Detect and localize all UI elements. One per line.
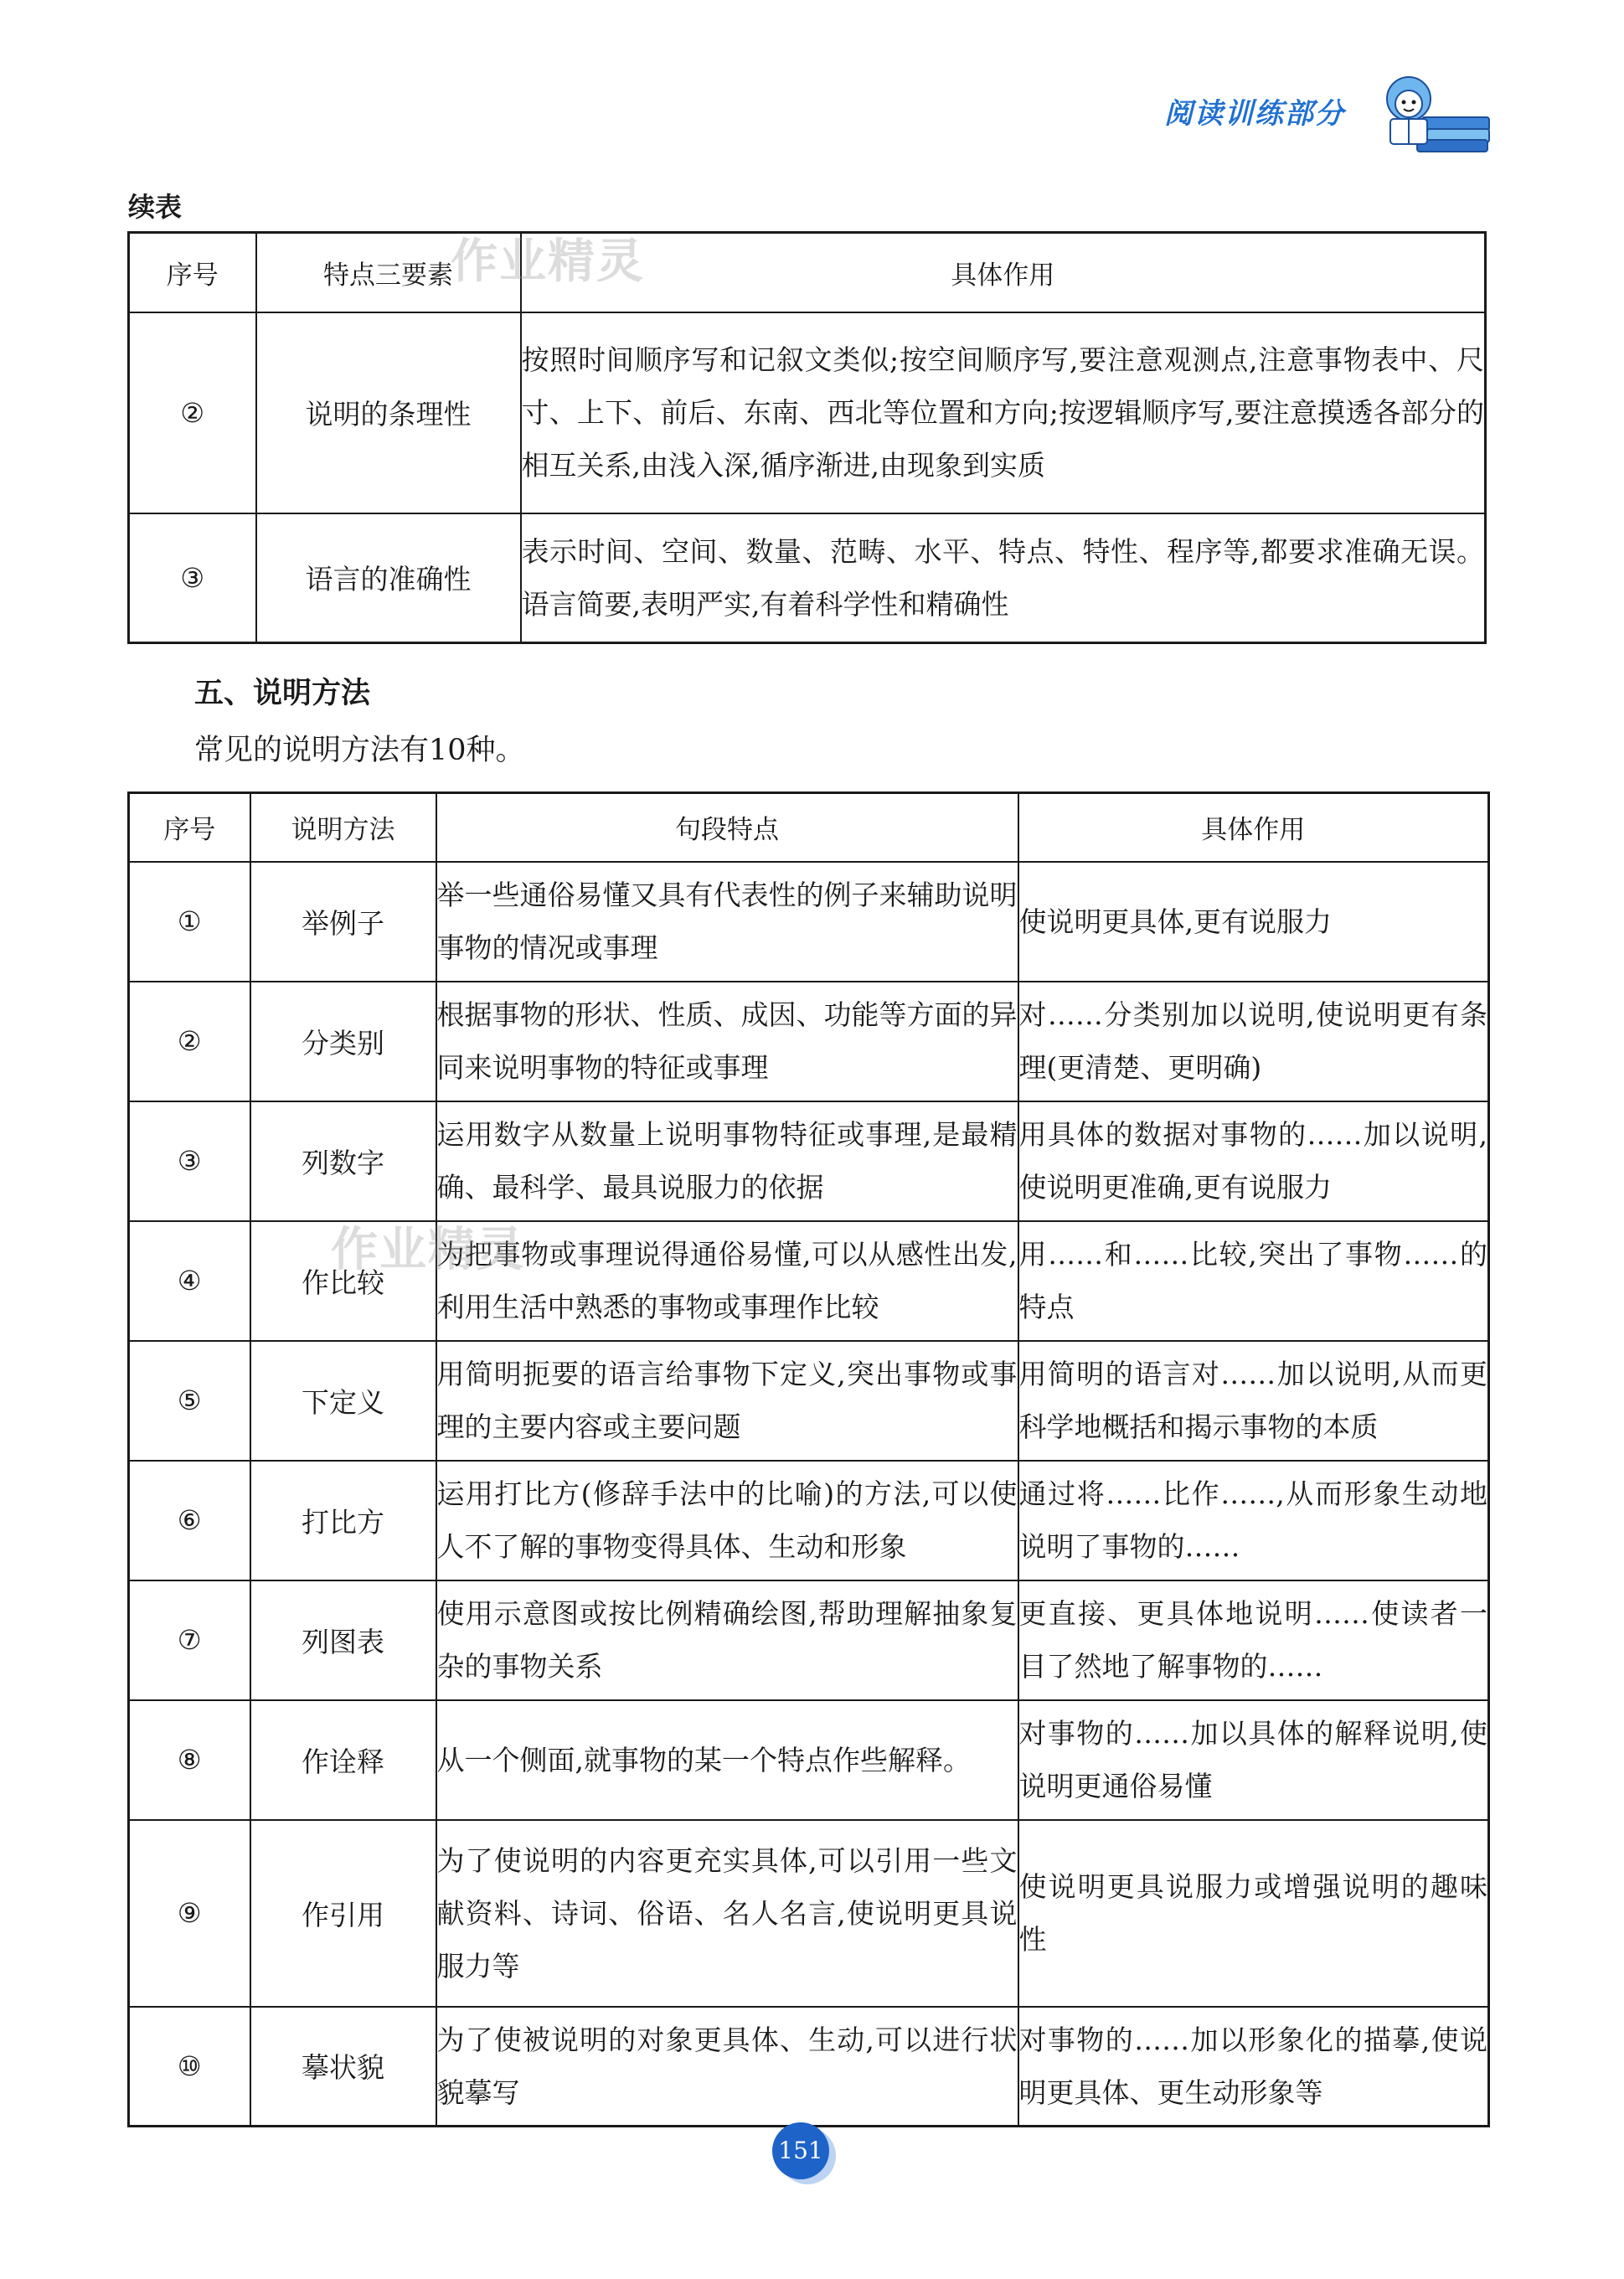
method-name: 作比较	[250, 1221, 436, 1341]
method-name: 列图表	[250, 1580, 436, 1700]
method-name: 作引用	[250, 1820, 436, 2007]
features-table	[127, 231, 1487, 644]
method-name: 下定义	[250, 1341, 436, 1461]
continuation-label: 续表	[128, 191, 183, 223]
section-heading: 五、说明方法	[194, 677, 371, 710]
methods-table	[127, 791, 1490, 2127]
section-intro: 常见的说明方法有10种。	[194, 734, 525, 767]
watermark: 作业精灵	[331, 1223, 525, 1277]
row-number: ②	[129, 312, 256, 513]
method-effect: 通过将……比作……,从而形象生动地说明了事物的……	[1018, 1461, 1489, 1580]
section-label: 阅读训练部分	[1164, 97, 1345, 131]
row-number: ⑨	[129, 1820, 250, 2007]
header-cell: 序号	[129, 793, 250, 862]
method-name: 举例子	[250, 862, 436, 982]
method-effect: 用具体的数据对事物的……加以说明,使说明更准确,更有说服力	[1018, 1101, 1489, 1221]
table-row	[129, 513, 1486, 643]
row-number: ③	[129, 1101, 250, 1221]
table-row	[129, 1580, 1489, 1700]
page-number: 151	[772, 2122, 829, 2179]
feature-element: 说明的条理性	[256, 312, 521, 513]
method-feature: 为把事物或事理说得通俗易懂,可以从感性出发,利用生活中熟悉的事物或事理作比较	[436, 1221, 1018, 1341]
method-effect: 用简明的语言对……加以说明,从而更科学地概括和揭示事物的本质	[1018, 1341, 1489, 1461]
header-cell: 具体作用	[521, 233, 1486, 312]
method-effect: 更直接、更具体地说明……使读者一目了然地了解事物的……	[1018, 1580, 1489, 1700]
feature-effect: 表示时间、空间、数量、范畴、水平、特点、特性、程序等,都要求准确无误。语言简要,表明严实,有着科学性和精确性	[521, 513, 1486, 643]
table-header-row	[129, 793, 1489, 862]
row-number: ③	[129, 513, 256, 643]
table-row	[129, 1820, 1489, 2007]
method-effect: 用……和……比较,突出了事物……的特点	[1018, 1221, 1489, 1341]
method-name: 作诠释	[250, 1700, 436, 1820]
feature-effect: 按照时间顺序写和记叙文类似;按空间顺序写,要注意观测点,注意事物表中、尺寸、上下、前后、东南、西北等位置和方向;按逻辑顺序写,要注意摸透各部分的相互关系,由浅入深,循序渐进,由现象到实质	[521, 312, 1486, 513]
method-name: 打比方	[250, 1461, 436, 1580]
method-name: 分类别	[250, 982, 436, 1101]
method-feature: 从一个侧面,就事物的某一个特点作些解释。	[436, 1700, 1018, 1820]
method-feature: 运用打比方(修辞手法中的比喻)的方法,可以使人不了解的事物变得具体、生动和形象	[436, 1461, 1018, 1580]
method-feature: 举一些通俗易懂又具有代表性的例子来辅助说明事物的情况或事理	[436, 862, 1018, 982]
table-header-row	[129, 233, 1486, 312]
row-number: ④	[129, 1221, 250, 1341]
header-cell: 具体作用	[1018, 793, 1489, 862]
watermark: 作业精灵	[451, 235, 645, 289]
row-number: ⑩	[129, 2007, 250, 2127]
row-number: ①	[129, 862, 250, 982]
method-effect: 对事物的……加以具体的解释说明,使说明更通俗易懂	[1018, 1700, 1489, 1820]
table-row	[129, 1461, 1489, 1580]
method-name: 摹状貌	[250, 2007, 436, 2127]
feature-element: 语言的准确性	[256, 513, 521, 643]
row-number: ②	[129, 982, 250, 1101]
method-effect: 使说明更具说服力或增强说明的趣味性	[1018, 1820, 1489, 2007]
row-number: ⑦	[129, 1580, 250, 1700]
header-cell: 特点三要素	[256, 233, 521, 312]
header-cell: 句段特点	[436, 793, 1018, 862]
method-effect: 对……分类别加以说明,使说明更有条理(更清楚、更明确)	[1018, 982, 1489, 1101]
table-row	[129, 982, 1489, 1101]
table-row	[129, 1700, 1489, 1820]
table-row	[129, 312, 1486, 513]
method-feature: 根据事物的形状、性质、成因、功能等方面的异同来说明事物的特征或事理	[436, 982, 1018, 1101]
method-effect: 对事物的……加以形象化的描摹,使说明更具体、更生动形象等	[1018, 2007, 1489, 2127]
header-cell: 序号	[129, 233, 256, 312]
method-feature: 用简明扼要的语言给事物下定义,突出事物或事理的主要内容或主要问题	[436, 1341, 1018, 1461]
method-effect: 使说明更具体,更有说服力	[1018, 862, 1489, 982]
reading-boy-books-icon	[1374, 65, 1491, 153]
table-row	[129, 1101, 1489, 1221]
header-cell: 说明方法	[250, 793, 436, 862]
method-feature: 运用数字从数量上说明事物特征或事理,是最精确、最科学、最具说服力的依据	[436, 1101, 1018, 1221]
row-number: ⑤	[129, 1341, 250, 1461]
method-feature: 为了使说明的内容更充实具体,可以引用一些文献资料、诗词、俗语、名人名言,使说明更具说服力等	[436, 1820, 1018, 2007]
table-row	[129, 1221, 1489, 1341]
row-number: ⑥	[129, 1461, 250, 1580]
table-row	[129, 2007, 1489, 2127]
method-name: 列数字	[250, 1101, 436, 1221]
method-feature: 使用示意图或按比例精确绘图,帮助理解抽象复杂的事物关系	[436, 1580, 1018, 1700]
method-feature: 为了使被说明的对象更具体、生动,可以进行状貌摹写	[436, 2007, 1018, 2127]
row-number: ⑧	[129, 1700, 250, 1820]
table-row	[129, 862, 1489, 982]
table-row	[129, 1341, 1489, 1461]
